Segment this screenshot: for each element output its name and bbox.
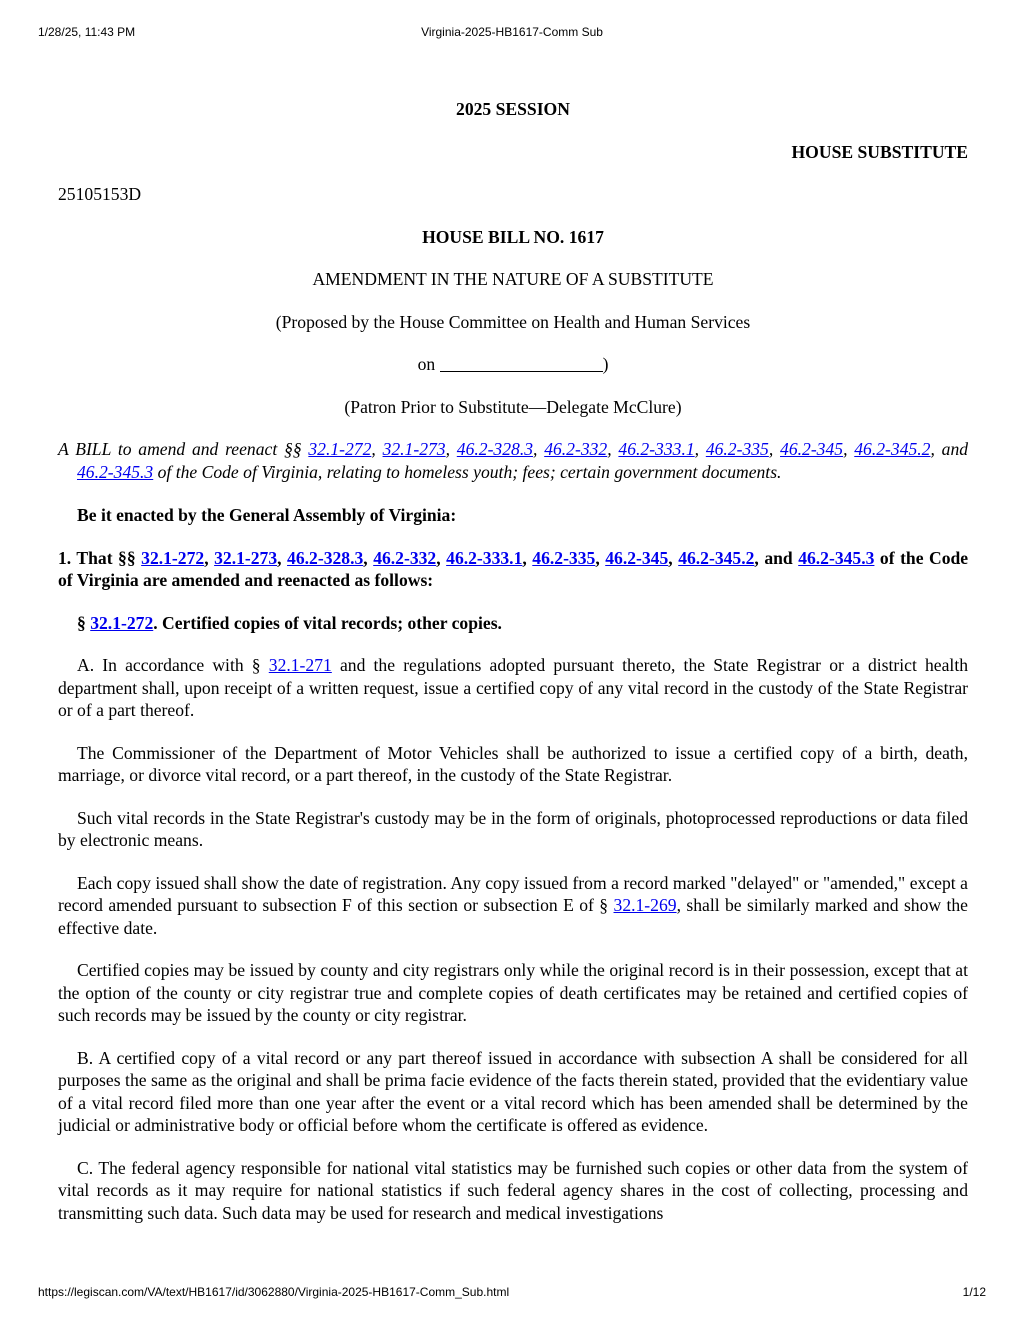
print-title: Virginia-2025-HB1617-Comm Sub xyxy=(421,25,603,39)
on-suffix: ) xyxy=(602,354,609,374)
paragraph-certified: Certified copies may be issued by county and city registrars only while the original record is in their possession, except that at the option of the county or city registrar true and complete copies of death certificates may be retained and certified copies of such records may be issued by the county or city registrar. xyxy=(58,960,968,1025)
session-heading: 2025 SESSION xyxy=(456,99,570,119)
document-body xyxy=(58,98,968,1224)
link-46-2-332[interactable]: 46.2-332 xyxy=(373,547,437,568)
patron-line: (Patron Prior to Substitute—Delegate McClure) xyxy=(344,396,682,417)
link-46-2-345-2[interactable]: 46.2-345.2 xyxy=(854,439,931,459)
print-datetime: 1/28/25, 11:43 PM xyxy=(38,25,136,39)
link-46-2-345[interactable]: 46.2-345 xyxy=(605,547,669,568)
doc-id: 25105153D xyxy=(58,184,142,204)
paragraph-commissioner: The Commissioner of the Department of Motor Vehicles shall be authorized to issue a certified copy of a birth, death, marriage, or divorce vital record, or a part thereof, in the custody of the State Registrar. xyxy=(58,742,968,785)
link-46-2-345-3[interactable]: 46.2-345.3 xyxy=(798,547,875,568)
link-46-2-332[interactable]: 46.2-332 xyxy=(544,439,608,459)
link-32-1-273[interactable]: 32.1-273 xyxy=(214,547,278,568)
page-number: 1/12 xyxy=(962,1285,986,1299)
paragraph-form: Such vital records in the State Registrar's custody may be in the form of originals, photoprocessed reproductions or data filed by electronic means. xyxy=(58,807,968,850)
print-header xyxy=(0,25,1024,45)
print-url: https://legiscan.com/VA/text/HB1617/id/3062880/Virginia-2025-HB1617-Comm_Sub.html xyxy=(38,1285,510,1299)
bill-number: HOUSE BILL NO. 1617 xyxy=(422,226,604,247)
date-blank xyxy=(440,355,603,372)
link-32-1-269[interactable]: 32.1-269 xyxy=(613,895,677,915)
paragraph-c: C. The federal agency responsible for national vital statistics may be furnished such copies or other data from the system of vital records as it may require for national statistics if such federal agency shares in the cost of collecting, processing and transmitting such data. Such data may be used for research and medical investigations xyxy=(58,1157,968,1223)
substitute-heading: HOUSE SUBSTITUTE xyxy=(791,141,968,162)
link-32-1-273[interactable]: 32.1-273 xyxy=(382,439,446,459)
on-prefix: on xyxy=(417,354,440,374)
proposed-by: (Proposed by the House Committee on Health and Human Services xyxy=(275,311,751,332)
paragraph-each-copy: Each copy issued shall show the date of registration. Any copy issued from a record marked "delayed" or "amended," except a record amended pursuant to subsection F of this section or subsection E of § 32.1-269, shall be similarly marked and show the effective date. xyxy=(58,872,968,938)
section-heading: § 32.1-272. Certified copies of vital records; other copies. xyxy=(77,612,502,633)
bill-title-suffix: of the Code of Virginia, relating to homeless youth; fees; certain government documents. xyxy=(153,461,782,482)
link-32-1-272[interactable]: 32.1-272 xyxy=(90,612,154,633)
link-32-1-272[interactable]: 32.1-272 xyxy=(308,439,372,459)
link-46-2-333-1[interactable]: 46.2-333.1 xyxy=(446,547,523,568)
committee-date-line xyxy=(58,353,968,376)
link-46-2-333-1[interactable]: 46.2-333.1 xyxy=(618,439,695,459)
section-1: 1. That §§ 32.1-272, 32.1-273, 46.2-328.3, 46.2-332, 46.2-333.1, 46.2-335, 46.2-345, 46.2-345.2, and 46.2-345.3 of the Code of Virginia are amended and reenacted as follows: xyxy=(58,547,969,590)
link-46-2-345-3[interactable]: 46.2-345.3 xyxy=(77,461,154,482)
link-46-2-345-2[interactable]: 46.2-345.2 xyxy=(678,547,755,568)
link-46-2-335[interactable]: 46.2-335 xyxy=(532,547,596,568)
link-46-2-345[interactable]: 46.2-345 xyxy=(780,439,844,459)
paragraph-b: B. A certified copy of a vital record or any part thereof issued in accordance with subsection A shall be considered for all purposes the same as the original and shall be prima facie evidence of the facts therein stated, provided that the evidentiary value of a vital record filed more than one year after the event or a vital record which has been amended shall be determined by the judicial or administrative body or official before whom the certificate is offered as evidence. xyxy=(58,1047,968,1135)
link-46-2-328-3[interactable]: 46.2-328.3 xyxy=(287,547,364,568)
amendment-heading: AMENDMENT IN THE NATURE OF A SUBSTITUTE xyxy=(312,269,714,289)
link-46-2-335[interactable]: 46.2-335 xyxy=(705,439,769,459)
link-46-2-328-3[interactable]: 46.2-328.3 xyxy=(456,439,534,459)
print-footer xyxy=(0,1285,1024,1305)
bill-title: A BILL to amend and reenact §§ 32.1-272, 32.1-273, 46.2-328.3, 46.2-332, 46.2-333.1, 46.2-335, 46.2-345, 46.2-345.2, and 46.2-345.3 of the Code of Virginia, relating to homeless youth; fees; certain government documents. xyxy=(58,439,969,482)
bill-title-prefix: A BILL to amend and reenact §§ xyxy=(58,439,309,459)
link-32-1-272[interactable]: 32.1-272 xyxy=(141,547,205,568)
paragraph-a: A. In accordance with § 32.1-271 and the regulations adopted pursuant thereto, the State Registrar or a district health department shall, upon receipt of a written request, issue a certified copy of any vital record in the custody of the State Registrar or of a part thereof. xyxy=(58,655,969,720)
link-32-1-271[interactable]: 32.1-271 xyxy=(268,655,332,675)
enacting-clause: Be it enacted by the General Assembly of Virginia: xyxy=(77,505,457,525)
